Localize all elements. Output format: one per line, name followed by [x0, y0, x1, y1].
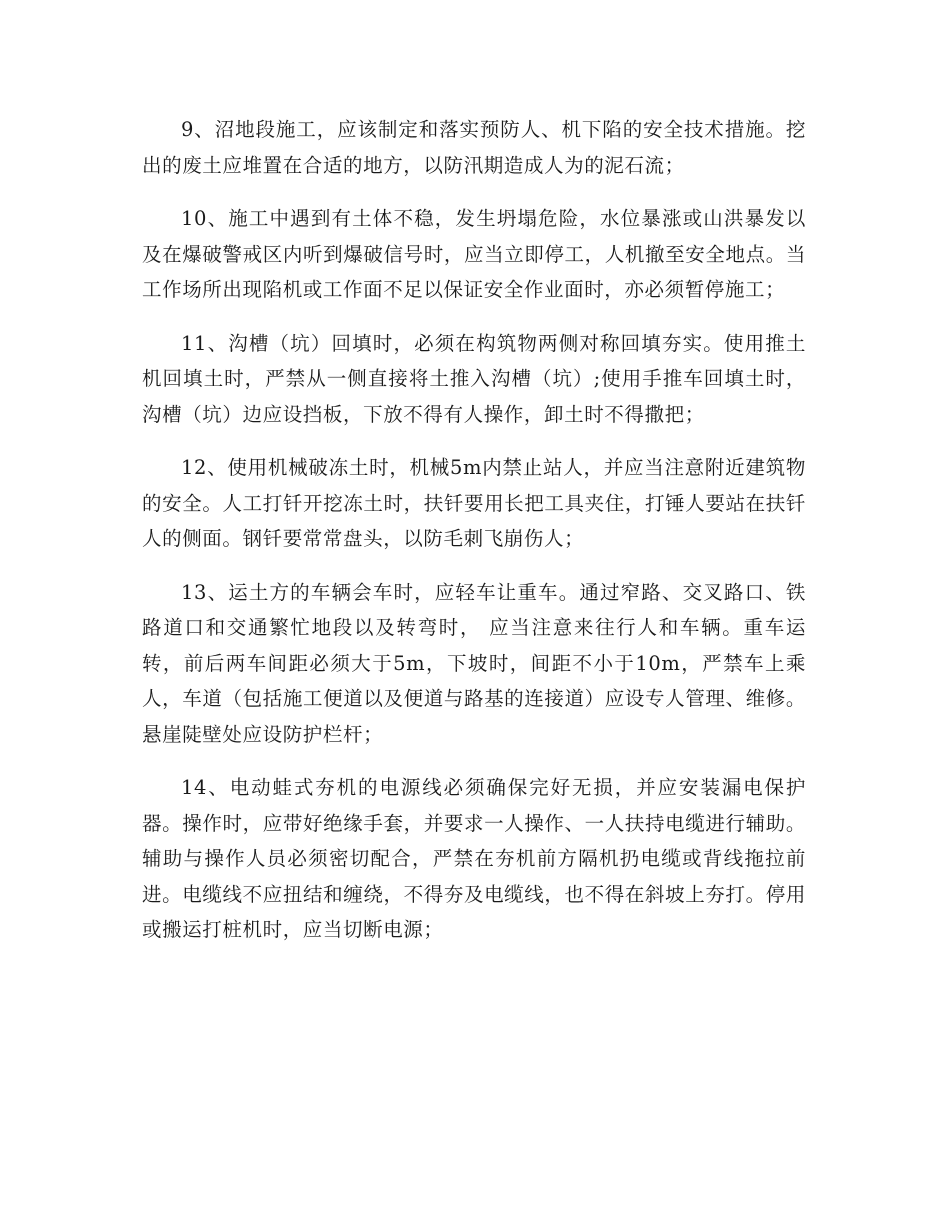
document-body	[142, 112, 806, 966]
paragraph-item-14: 14、电动蛙式夯机的电源线必须确保完好无损，并应安装漏电保护器。操作时，应带好绝缘手套，并要求一人操作、一人扶持电缆进行辅助。辅助与操作人员必须密切配合，严禁在夯机前方隔机扔电缆或背线拖拉前进。电缆线不应扭结和缠绕，不得夯及电缆线，也不得在斜坡上夯打。停用或搬运打桩机时，应当切断电源；	[142, 776, 806, 941]
paragraph-item-12: 12、使用机械破冻土时，机械5m内禁止站人，并应当注意附近建筑物的安全。人工打钎开挖冻土时，扶钎要用长把工具夹住，打锤人要站在扶钎人的侧面。钢钎要常常盘头，以防毛刺飞崩伤人；	[142, 456, 806, 550]
paragraph-item-13: 13、运土方的车辆会车时，应轻车让重车。通过窄路、交叉路口、铁路道口和交通繁忙地段以及转弯时， 应当注意来往行人和车辆。重车运转，前后两车间距必须大于5m，下坡时，间距不小于10m，严禁车上乘人，车道（包括施工便道以及便道与路基的连接道）应设专人管理、维修。悬崖陡壁处应设防护栏杆；	[142, 580, 806, 746]
paragraph-item-11: 11、沟槽（坑）回填时，必须在构筑物两侧对称回填夯实。使用推土机回填土时，严禁从一侧直接将土推入沟槽（坑）;使用手推车回填土时，沟槽（坑）边应设挡板，下放不得有人操作，卸土时不得撒把；	[142, 331, 806, 426]
paragraph-item-10: 10、施工中遇到有土体不稳，发生坍塌危险，水位暴涨或山洪暴发以及在爆破警戒区内听到爆破信号时，应当立即停工，人机撤至安全地点。当工作场所出现陷机或工作面不足以保证安全作业面时，亦必须暂停施工；	[142, 207, 806, 301]
paragraph-item-9: 9、沼地段施工，应该制定和落实预防人、机下陷的安全技术措施。挖出的废土应堆置在合适的地方，以防汛期造成人为的泥石流；	[142, 118, 806, 177]
